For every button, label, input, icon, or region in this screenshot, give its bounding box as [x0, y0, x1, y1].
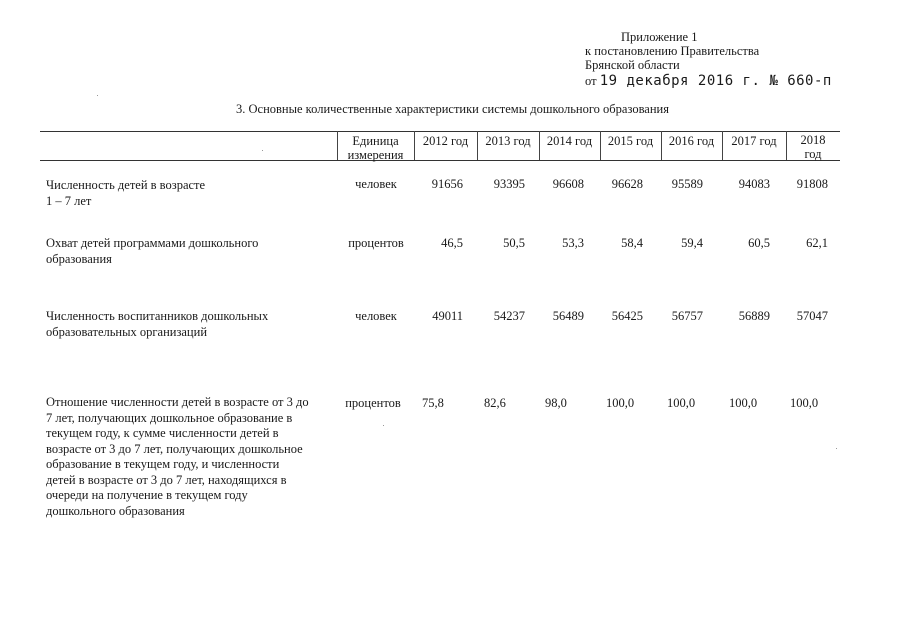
header-unit-line1: Единица — [352, 134, 399, 148]
row-label-line: детей в возрасте от 3 до 7 лет, находящихся в — [46, 472, 287, 487]
row-label-line: текущем году, к сумме численности детей в — [46, 426, 279, 440]
header-2018-line2: год — [804, 147, 822, 161]
header-year-2014: 2014 год — [546, 134, 593, 148]
scan-speck — [383, 425, 384, 426]
row-label-line: 7 лет, получающих дошкольное образование в — [46, 410, 293, 425]
table-cell: 56425 — [611, 309, 643, 323]
table-cell: 100,0 — [729, 396, 758, 410]
row-unit: человек — [355, 177, 397, 191]
table-cell: 56489 — [552, 309, 584, 323]
table-header-rule — [40, 160, 840, 161]
table-cell: 50,5 — [503, 236, 525, 250]
table-cell: 96608 — [552, 177, 584, 191]
table-cell: 93395 — [493, 177, 525, 191]
row-label-coverage — [46, 236, 316, 267]
row-label-line: Численность детей в возрасте — [46, 178, 206, 192]
appendix-date-line — [585, 74, 832, 88]
row-label-line: образование в текущем году, и численности — [46, 457, 280, 471]
table-cell: 62,1 — [806, 236, 828, 250]
table-cell: 56757 — [671, 309, 703, 323]
header-year-2016: 2016 год — [668, 134, 715, 148]
section-title: 3. Основные количественные характеристики системы дошкольного образования — [236, 102, 669, 116]
header-unit — [337, 134, 414, 162]
row-label-line: возрасте от 3 до 7 лет, получающих дошкольное — [46, 441, 303, 456]
row-unit: процентов — [348, 236, 404, 250]
table-cell: 98,0 — [545, 396, 567, 410]
table-cell: 57047 — [796, 309, 828, 323]
appendix-region: Брянской области — [585, 58, 680, 72]
row-label-pupils — [46, 309, 316, 340]
row-label-line: дошкольного образования — [46, 503, 185, 518]
header-year-2015: 2015 год — [607, 134, 654, 148]
table-cell: 58,4 — [621, 236, 643, 250]
table-top-rule — [40, 131, 840, 132]
table-cell: 91808 — [796, 177, 828, 191]
row-label-line: Охват детей программами дошкольного — [46, 236, 259, 250]
table-cell: 96628 — [611, 177, 643, 191]
row-label-line: 1 – 7 лет — [46, 193, 92, 208]
scan-speck — [836, 448, 837, 449]
table-cell: 100,0 — [606, 396, 635, 410]
row-label-line: образования — [46, 251, 112, 266]
table-cell: 60,5 — [748, 236, 770, 250]
header-2018-line1: 2018 — [800, 133, 826, 147]
table-cell: 91656 — [431, 177, 463, 191]
table-cell: 100,0 — [790, 396, 819, 410]
header-year-2013: 2013 год — [485, 134, 531, 148]
row-label-line: Отношение численности детей в возрасте от 3 до — [46, 395, 309, 409]
table-cell: 49011 — [432, 309, 463, 323]
date-text: 19 декабря 2016 г. № 660-п — [599, 73, 832, 89]
row-unit: человек — [355, 309, 397, 323]
scan-speck — [262, 150, 263, 151]
appendix-title: Приложение 1 — [621, 30, 698, 44]
appendix-block — [585, 30, 832, 88]
table-cell: 46,5 — [441, 236, 463, 250]
row-unit: процентов — [345, 396, 401, 410]
appendix-resolution: к постановлению Правительства — [585, 44, 760, 58]
header-year-2012: 2012 год — [422, 134, 469, 148]
table-cell: 100,0 — [667, 396, 696, 410]
row-label-line: очереди на получение в текущем году — [46, 488, 248, 502]
table-cell: 82,6 — [484, 396, 506, 410]
row-label-children-count — [46, 178, 316, 209]
table-cell: 95589 — [671, 177, 703, 191]
row-label-line: Численность воспитанников дошкольных — [46, 309, 269, 323]
date-prefix: от — [585, 74, 597, 88]
table-cell: 56889 — [738, 309, 770, 323]
row-label-ratio — [46, 395, 316, 519]
table-cell: 94083 — [738, 177, 770, 191]
table-cell: 59,4 — [681, 236, 703, 250]
header-year-2018 — [786, 133, 840, 161]
row-label-line: образовательных организаций — [46, 324, 208, 339]
header-year-2017: 2017 год — [731, 134, 777, 148]
table-cell: 53,3 — [562, 236, 584, 250]
table-cell: 75,8 — [422, 396, 444, 410]
scan-speck — [97, 95, 98, 96]
header-unit-line2: измерения — [347, 148, 404, 162]
table-cell: 54237 — [493, 309, 525, 323]
